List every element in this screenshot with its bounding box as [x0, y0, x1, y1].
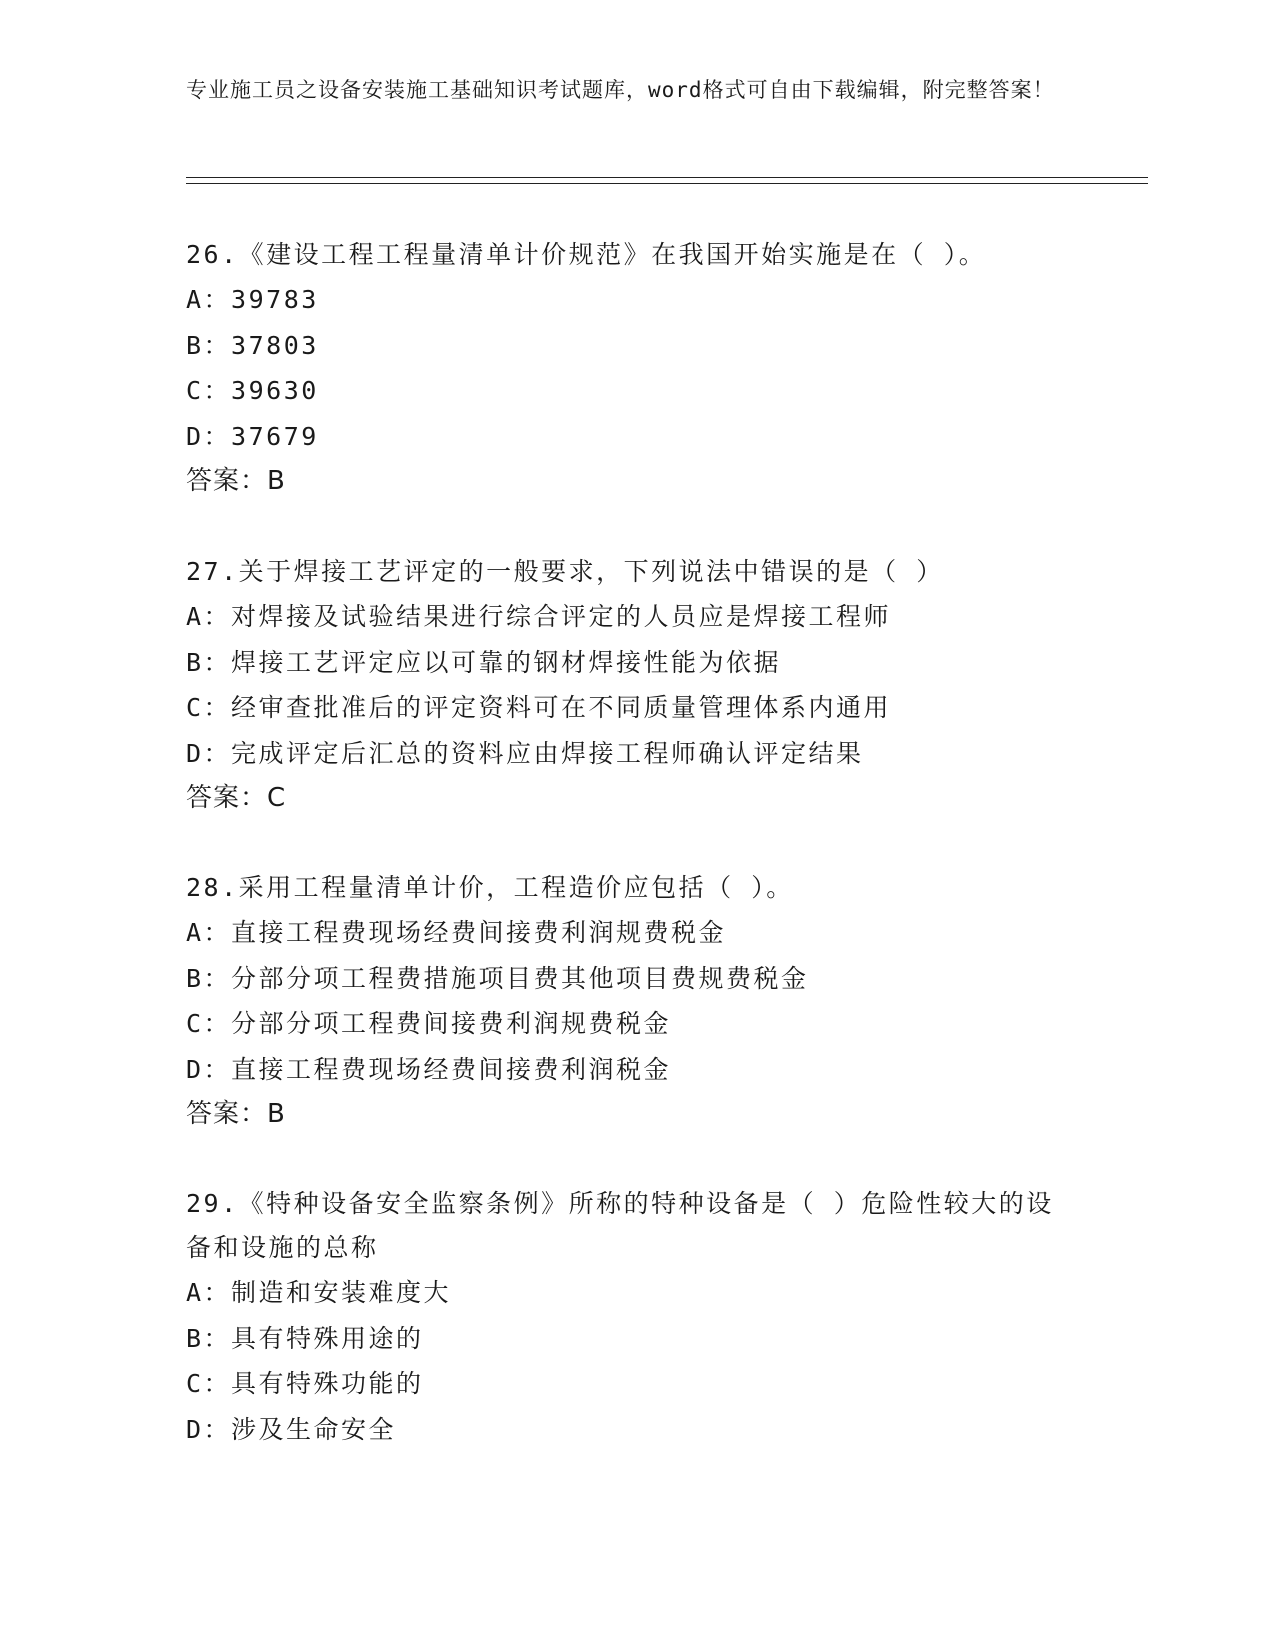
answer: 答案：C [186, 783, 287, 813]
question-27 [186, 550, 1066, 820]
option-c: C：分部分项工程费间接费利润规费税金 [186, 1009, 672, 1038]
document-header: 专业施工员之设备安装施工基础知识考试题库，word格式可自由下载编辑，附完整答案！ [186, 78, 1055, 102]
option-d: D：37679 [186, 421, 319, 451]
header-divider-top [186, 177, 1148, 178]
option-a: A：制造和安装难度大 [186, 1278, 452, 1307]
option-d: D：直接工程费现场经费间接费利润税金 [186, 1054, 672, 1084]
option-b: B：分部分项工程费措施项目费其他项目费规费税金 [186, 963, 809, 993]
question-29 [186, 1182, 1066, 1452]
question-stem: 27.关于焊接工艺评定的一般要求，下列说法中错误的是（ ） [186, 557, 944, 586]
question-stem: 28.采用工程量清单计价，工程造价应包括（ ）。 [186, 873, 794, 902]
option-c: C：39630 [186, 376, 319, 405]
option-c: C：具有特殊功能的 [186, 1369, 424, 1398]
option-b: B：焊接工艺评定应以可靠的钢材焊接性能为依据 [186, 647, 782, 677]
option-d: D：完成评定后汇总的资料应由焊接工程师确认评定结果 [186, 738, 864, 768]
option-a: A：直接工程费现场经费间接费利润规费税金 [186, 918, 727, 947]
option-b: B：具有特殊用途的 [186, 1323, 424, 1353]
option-d: D：涉及生命安全 [186, 1414, 397, 1444]
option-c: C：经审查批准后的评定资料可在不同质量管理体系内通用 [186, 693, 892, 722]
question-28 [186, 866, 1066, 1136]
header-divider-bottom [186, 183, 1148, 184]
question-stem: 26.《建设工程工程量清单计价规范》在我国开始实施是在（ ）。 [186, 240, 987, 269]
option-b: B：37803 [186, 330, 319, 360]
option-a: A：39783 [186, 285, 319, 314]
option-a: A：对焊接及试验结果进行综合评定的人员应是焊接工程师 [186, 602, 892, 631]
answer: 答案：B [186, 466, 286, 496]
question-stem: 29.《特种设备安全监察条例》所称的特种设备是（ ）危险性较大的设备和设施的总称 [186, 1189, 1054, 1262]
answer: 答案：B [186, 1099, 286, 1129]
question-26 [186, 233, 1066, 503]
